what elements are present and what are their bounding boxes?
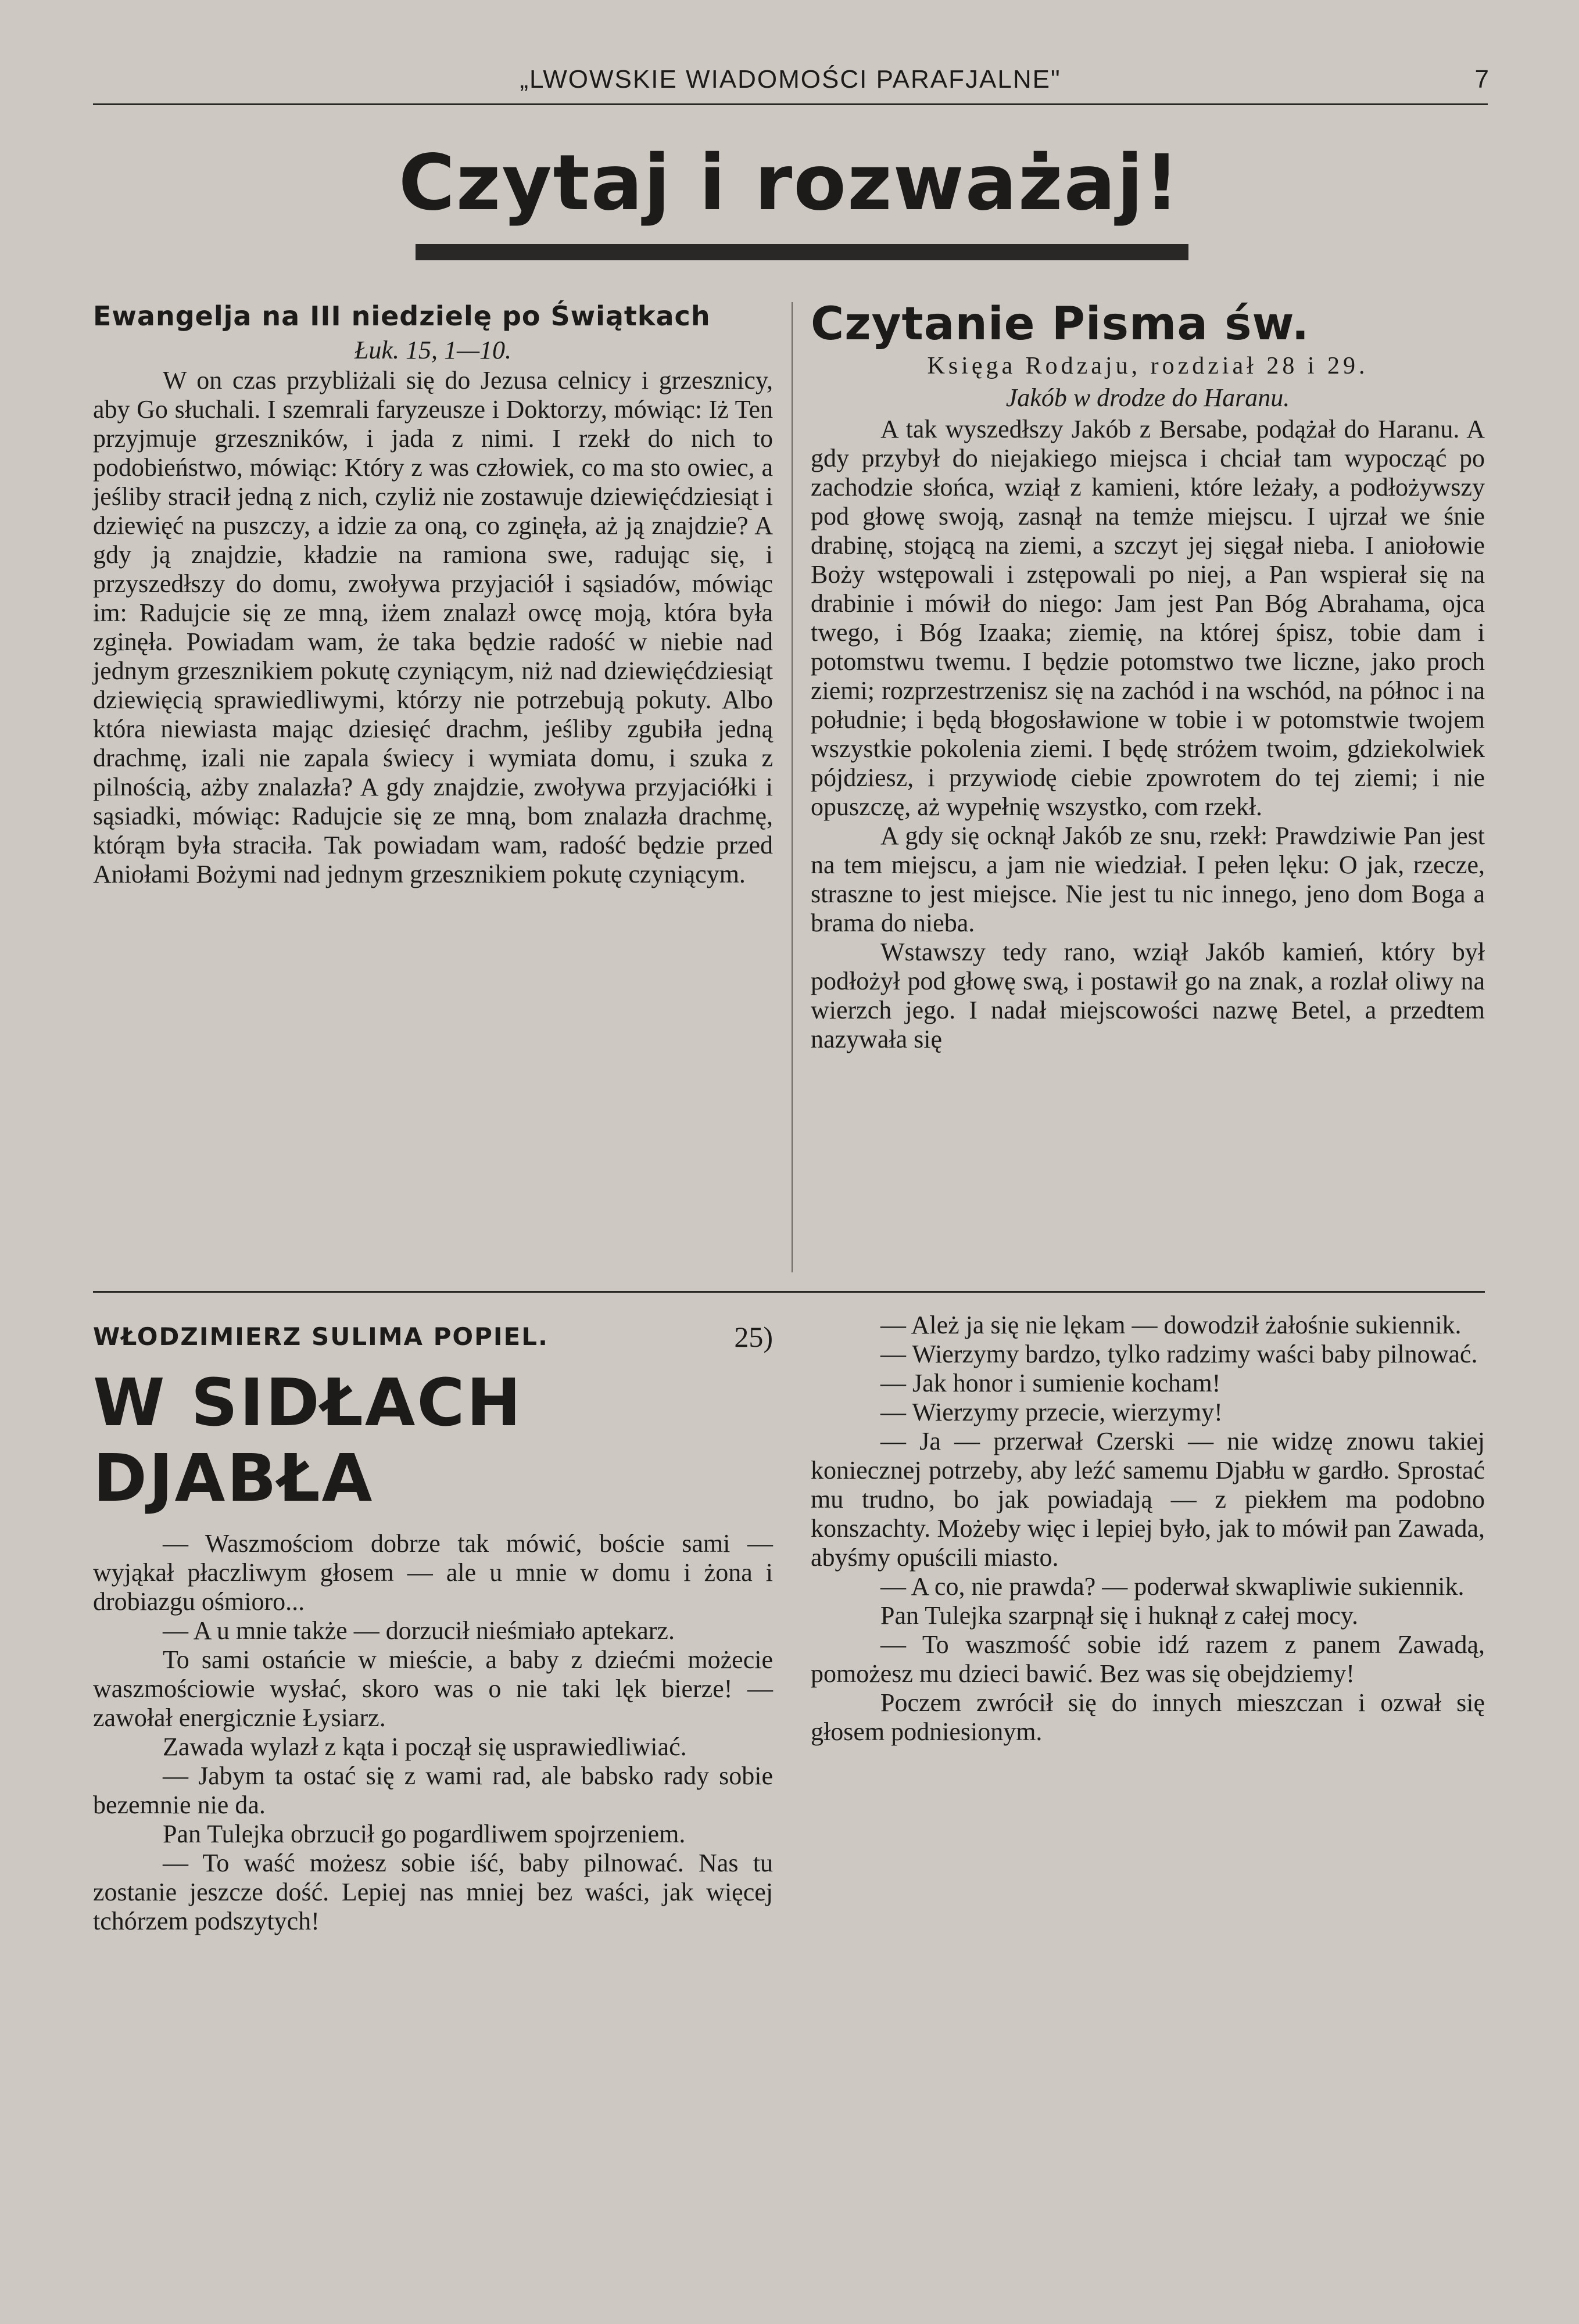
gospel-column: [93, 297, 773, 889]
scripture-paragraph: Wstawszy tedy rano, wziął Jakób kamień, który był podłożył pod głowę swą, i postawił go na znak, a rozlał oliwy na wierzch jego. I nadał miejscowości nazwę Betel, a przedtem nazywała się: [811, 938, 1485, 1053]
novel-right-column: [811, 1311, 1485, 1746]
scripture-column: [811, 297, 1485, 1054]
gospel-heading: Ewangelja na III niedzielę po Świątkach: [93, 300, 711, 332]
novel-author: WŁODZIMIERZ SULIMA POPIEL.: [93, 1322, 549, 1351]
gospel-text: W on czas przybliżali się do Jezusa celnicy i grzesznicy, aby Go słuchali. I szemrali faryzeusze i Doktorzy, mówiąc: Iż Ten przyjmuje grzeszników, i jada z nimi. I rzekł do nich to podobieństwo, mówiąc: Który z was człowiek, co ma sto owiec, a jeśliby stracił jedną z nich, czyliż nie zostawuje dziewięćdziesiąt i dziewięć na puszczy, a idzie za oną, co zginęła, aż ją znajdzie? A gdy ją znajdzie, kładzie na ramiona swe, radując się, i przyszedłszy do domu, zwoływa przyjaciół i sąsiadów, mówiąc im: Radujcie się ze mną, iżem znalazł owcę moją, która była zginęła. Powiadam wam, że taka będzie radość w niebie nad jednym grzesznikiem pokutę czyniącym, niż nad dziewięćdziesiąt dziewięcią sprawiedliwymi, którzy nie potrzebują pokuty. Albo która niewiasta mając dziesięć drachm, jeśliby zgubiła jedną drachmę, izali nie zapala świecy i wymiata domu, i szuka z pilnością, ażby znalazła? A gdy znajdzie, zwoływa przyjaciółki i sąsiadki, mówiąc: Radujcie się ze mną, bom znalazła drachmę, którąm była straciła. Tak powiadam wam, radość będzie przed Aniołami Bożymi nad jednym grzesznikiem pokutę czyniącym.: [93, 366, 773, 888]
book-reference: Księga Rodzaju, rozdział 28 i 29.: [927, 353, 1369, 379]
scripture-paragraph: A tak wyszedłszy Jakób z Bersabe, podążał do Haranu. A gdy przybył do niejakiego miejsca i chciał tam wypocząć po zachodzie słońca, wziął z kamieni, które leżały, a podłożywszy pod głowę swoją, zasnął na temże miejscu. I ujrzał we śnie drabinę, stojącą na ziemi, a szczyt jej sięgał nieba. I aniołowie Boży wstępowali i zstępowali po niej, a Pan wspierał się na drabinie i mówił do niego: Jam jest Pan Bóg Abrahama, ojca twego, i Bóg Izaaka; ziemię, na której śpisz, tobie dam i potomstwu twemu. I będzie potomstwo twe liczne, jako proch ziemi; rozprzestrzenisz się na zachód i na wschód, na północ i na południe; i będą błogosławione w tobie i w potomstwie twojem wszystkie pokolenia ziemi. I będę stróżem twoim, gdziekolwiek pójdziesz, i przywiodę ciebie zpowrotem do tej ziemi; i nie opuszczę, aż wypełnię wszystko, com rzekł.: [811, 415, 1485, 821]
section-rule: [93, 1291, 1485, 1293]
novel-paragraph: — A co, nie prawda? — poderwał skwapliwie sukiennik.: [880, 1572, 1465, 1601]
header-rule: [93, 103, 1488, 105]
novel-paragraph: Pan Tulejka obrzucił go pogardliwem spojrzeniem.: [163, 1820, 686, 1848]
installment-number: 25): [734, 1321, 773, 1353]
novel-title: W SIDŁACH DJABŁA: [93, 1365, 523, 1516]
scripture-heading: Czytanie Pisma św.: [811, 298, 1310, 350]
novel-paragraph: Poczem zwrócił się do innych mieszczan i ozwał się głosem podniesionym.: [811, 1688, 1485, 1746]
novel-paragraph: — A u mnie także — dorzucił nieśmiało aptekarz.: [163, 1616, 675, 1645]
novel-header: [93, 1322, 773, 1357]
running-header: „LWOWSKIE WIADOMOŚCI PARAFJALNE": [520, 65, 1061, 94]
novel-paragraph: To sami ostańcie w mieście, a baby z dziećmi możecie waszmościowie wysłać, skoro was o nie taki lęk bierze! — zawołał energicznie Łysiarz.: [93, 1645, 773, 1732]
novel-paragraph: — Wierzymy bardzo, tylko radzimy waści baby pilnować.: [880, 1340, 1478, 1368]
novel-paragraph: Pan Tulejka szarpnął się i huknął z całej mocy.: [880, 1601, 1358, 1630]
novel-paragraph: — Wierzymy przecie, wierzymy!: [880, 1398, 1223, 1426]
gospel-reference: Łuk. 15, 1—10.: [354, 336, 512, 364]
title-underline-bar: [416, 244, 1188, 260]
novel-paragraph: — Ależ ja się nie lękam — dowodził żałośnie sukiennik.: [880, 1311, 1462, 1339]
page-number: 7: [1474, 65, 1489, 94]
novel-paragraph: Zawada wylazł z kąta i począł się usprawiedliwiać.: [163, 1733, 687, 1761]
scripture-paragraph: A gdy się ocknął Jakób ze snu, rzekł: Prawdziwie Pan jest na tem miejscu, a jam nie wiedział. I pełen lęku: O jak, rzecze, straszne to jest miejsce. Nie jest tu nic innego, jeno dom Boga a brama do nieba.: [811, 822, 1485, 937]
novel-paragraph: — Ja — przerwał Czerski — nie widzę znowu takiej koniecznej potrzeby, aby leźć samemu Djabłu w gardło. Sprostać mu trudno, bo jak powiadają — z piekłem ma podobno konszachty. Możeby więc i lepiej było, jak to mówił pan Zawada, abyśmy opuścili miasto.: [811, 1427, 1485, 1572]
novel-paragraph: — Waszmościom dobrze tak mówić, boście sami — wyjąkał płaczliwym głosem — ale u mnie w domu i żona i drobiazgu ośmioro...: [93, 1529, 773, 1616]
novel-paragraph: — Jabym ta ostać się z wami rad, ale babsko rady sobie bezemnie nie da.: [93, 1762, 773, 1819]
page-title: Czytaj i rozważaj!: [398, 138, 1181, 228]
novel-paragraph: — Jak honor i sumienie kocham!: [880, 1369, 1221, 1397]
novel-left-column: [93, 1322, 773, 1936]
novel-paragraph: — To waść możesz sobie iść, baby pilnować. Nas tu zostanie jeszcze dość. Lepiej nas mniej bez waści, jak więcej tchórzem podszytych!: [93, 1849, 773, 1935]
chapter-title: Jakób w drodze do Haranu.: [1005, 383, 1290, 412]
column-divider: [792, 302, 793, 1272]
novel-paragraph: — To waszmość sobie idź razem z panem Zawadą, pomożesz mu dzieci bawić. Bez was się obejdziemy!: [811, 1630, 1485, 1688]
